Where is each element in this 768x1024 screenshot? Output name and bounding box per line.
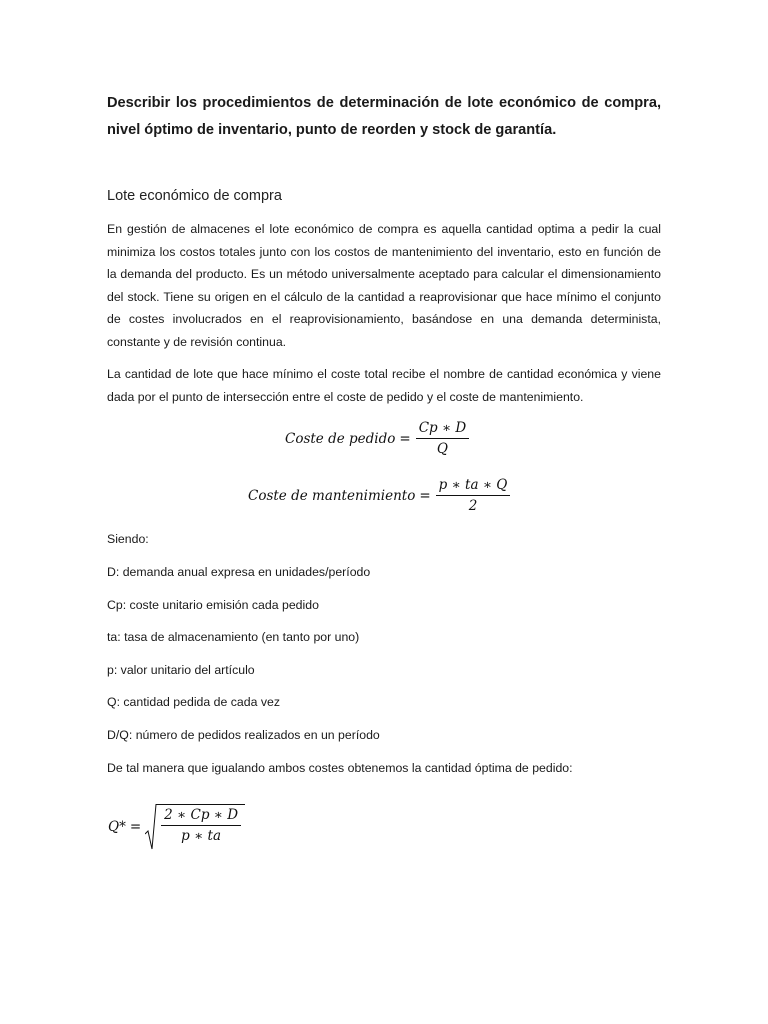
- definition-item: D/Q: número de pedidos realizados en un período: [107, 728, 380, 742]
- section-title: Lote económico de compra: [107, 188, 282, 204]
- formula-fraction: [436, 477, 511, 514]
- formula-fraction: [161, 807, 241, 844]
- formula-numerator: Cp ∗ D: [416, 420, 470, 439]
- formula-equals: =: [419, 487, 431, 504]
- formula-fraction: [416, 420, 470, 457]
- formula-equals: =: [129, 819, 142, 835]
- square-root: [145, 804, 245, 850]
- definition-item: Cp: coste unitario emisión cada pedido: [107, 598, 319, 612]
- definitions-intro: Siendo:: [107, 532, 149, 546]
- formula-coste-pedido: [285, 420, 469, 457]
- formula-numerator: 2 ∗ Cp ∗ D: [161, 807, 241, 826]
- definition-item: D: demanda anual expresa en unidades/período: [107, 565, 371, 579]
- radical-sign-icon: [145, 804, 157, 850]
- document-heading: Describir los procedimientos de determinación de lote económico de compra, nivel óptimo de inventario, punto de reorden y stock de garantía.: [107, 95, 661, 138]
- formula-q-optima: [108, 804, 245, 850]
- formula-denominator: p ∗ ta: [181, 828, 222, 844]
- conclusion-text: De tal manera que igualando ambos costes obtenemos la cantidad óptima de pedido:: [107, 761, 573, 775]
- formula-lhs: Q*: [108, 819, 126, 835]
- paragraph-intro: En gestión de almacenes el lote económico de compra es aquella cantidad optima a pedir la cual minimiza los costos totales junto con los costos de mantenimiento del inventario, esto en función de la demanda del producto. Es un método universalmente aceptado para calcular el dimensionamiento del stock. Tiene su origen en el cálculo de la cantidad a reaprovisionar que hace mínimo el conjunto de costes involucrados en el reaprovisionamiento, basándose en una demanda determinista, constante y de revisión continua.: [107, 222, 661, 349]
- formula-coste-mantenimiento: [248, 477, 510, 514]
- definition-item: Q: cantidad pedida de cada vez: [107, 695, 280, 709]
- definition-item: p: valor unitario del artículo: [107, 663, 255, 677]
- formula-lhs: Coste de mantenimiento: [248, 487, 416, 504]
- definition-item: ta: tasa de almacenamiento (en tanto por uno): [107, 630, 360, 644]
- formula-denominator: 2: [468, 498, 478, 514]
- formula-numerator: p ∗ ta ∗ Q: [436, 477, 511, 496]
- radicand: [157, 804, 245, 850]
- formula-equals: =: [399, 430, 411, 447]
- formula-lhs: Coste de pedido: [285, 430, 396, 447]
- paragraph-cantidad-lote: La cantidad de lote que hace mínimo el coste total recibe el nombre de cantidad económica y viene dada por el punto de intersección entre el coste de pedido y el coste de mantenimiento.: [107, 367, 661, 404]
- formula-denominator: Q: [436, 441, 448, 457]
